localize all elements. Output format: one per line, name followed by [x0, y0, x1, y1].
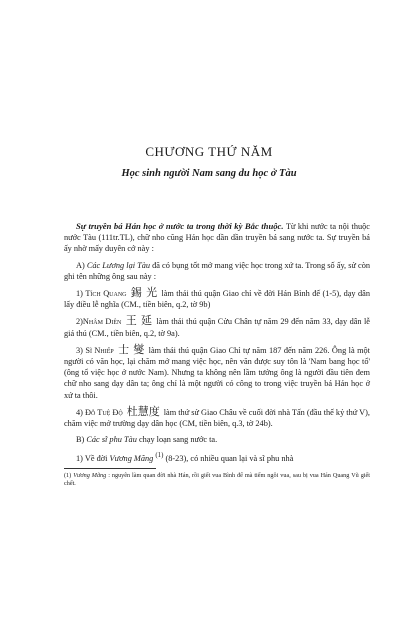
- paragraph-a-label: A): [76, 260, 85, 270]
- item-text: làm thái thú quận Cửu Chân tự năm 29 đến năm 33, dạy dân lễ giá thú (CM., tiền biên, q.2, tờ 9a).: [64, 317, 370, 338]
- item-italic: Vương Mãng: [109, 454, 154, 464]
- intro-text: Từ khi nước ta nội thuộc nước Tàu (111tr.TL), chữ nho cũng Hán học dần dần truyền bá sang nước ta. Sự truyền bá ấy nhờ mấy duyên cớ này :: [64, 222, 370, 254]
- item-name: Nhâm Diên: [82, 317, 122, 327]
- item-lead: Về đời: [84, 454, 108, 464]
- section-intro: [64, 221, 370, 255]
- han-characters: 士 燮: [117, 342, 145, 356]
- item-name: Sĩ Nhiếp: [85, 345, 114, 355]
- paragraph-b: [64, 434, 370, 445]
- chapter-subtitle: Học sinh người Nam sang du học ở Tàu: [121, 168, 297, 179]
- item-text: (8-23), có nhiều quan lại và sĩ phu nhà: [165, 454, 294, 464]
- item-vuong-mang: [64, 450, 370, 464]
- footnote: [64, 472, 370, 487]
- item-number: 2): [76, 317, 83, 327]
- item-si-nhiep: [64, 344, 370, 401]
- section-heading: Sự truyền bá Hán học ở nước ta trong thời kỳ Bắc thuộc.: [76, 221, 284, 231]
- item-name: Đỗ Tuệ Độ: [85, 407, 123, 417]
- footnote-divider: [64, 468, 156, 469]
- paragraph-a-italic: Các Lương lại Tàu: [86, 260, 151, 270]
- item-do-tue-do: [64, 406, 370, 429]
- item-nham-dien: [64, 315, 370, 338]
- paragraph-b-label: B): [76, 435, 85, 445]
- item-name: Tích Quang: [85, 289, 127, 299]
- han-characters: 杜慧度: [126, 404, 160, 418]
- paragraph-b-italic: Các sĩ phu Tàu: [86, 435, 137, 445]
- paragraph-a-text: đã có bụng tốt mở mang việc học trong xứ ta. Trong số ấy, sử còn ghi tên những ông sau này :: [64, 260, 371, 281]
- item-text: làm thứ sử Giao Châu về cuối đời nhà Tấn (đầu thế kỷ thứ V), chăm việc mở trường dạy dân học (CM, tiền biên, q.3, tờ 24b).: [64, 407, 371, 429]
- footnote-italic: Vương Mãng: [73, 472, 107, 480]
- item-tich-quang: [64, 287, 370, 310]
- footnote-mark: (1): [64, 472, 72, 480]
- paragraph-a: [64, 260, 370, 282]
- chapter-title: CHƯƠNG THỨ NĂM: [145, 144, 273, 159]
- item-number: 3): [76, 345, 83, 355]
- paragraph-b-text: chạy loạn sang nước ta.: [138, 435, 218, 445]
- item-number: 4): [76, 407, 83, 417]
- body-text: [64, 221, 370, 488]
- footnote-text: : nguyên làm quan đời nhà Hán, rồi giết vua Bình đế mà tiếm ngôi vua, sau bị vua Hán Quang Vũ giết chết.: [64, 472, 371, 488]
- item-number: 1): [76, 454, 83, 464]
- item-text: làm thái thú quận Giao Chỉ tự năm 187 đến năm 226. Ông là một người có văn học, lại chăm mở mang việc học, nên văn được suy tôn là 'Nam bang học tổ' (ông tổ việc học ở nước Nam). Nhưng ta không nên lầm tưởng ông là người đầu tiên đem chữ nho sang dạy dân ta; ông chỉ là một người có công to trong việc truyền bá Hán học ở xứ ta thôi.: [64, 345, 370, 400]
- footnote-ref: (1): [155, 452, 164, 460]
- item-number: 1): [76, 289, 83, 299]
- item-text: làm thái thú quận Giao chỉ về đời Hán Bình đế (1-5), dạy dân lấy điều lễ nghĩa (CM., tiền biên, q.2, tờ 9b): [64, 289, 370, 310]
- han-characters: 王 延: [125, 314, 153, 328]
- han-characters: 錫 光: [130, 286, 158, 300]
